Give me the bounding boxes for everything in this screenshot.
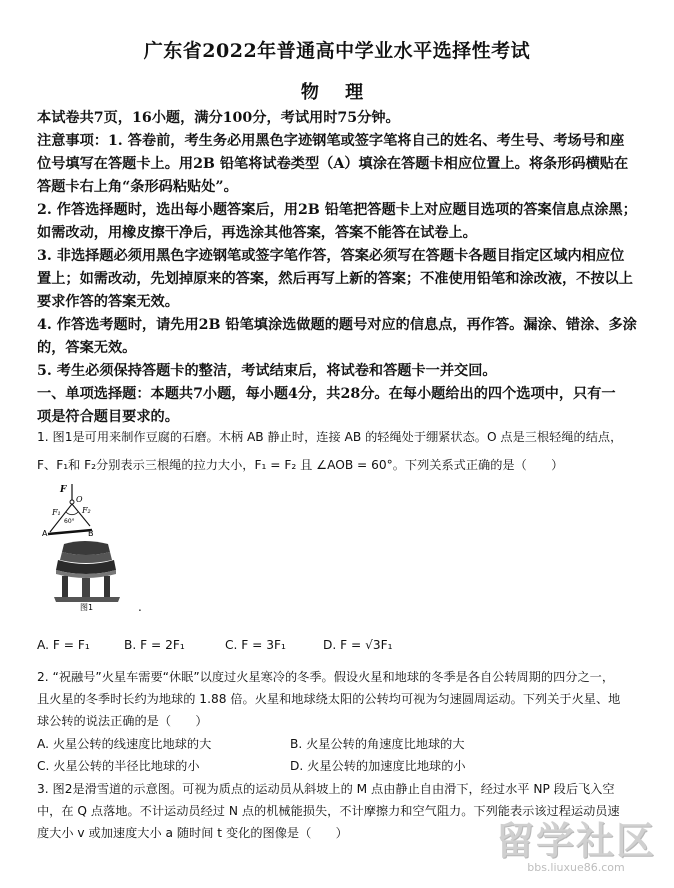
question-3-text: 度大小 v 或加速度大小 a 随时间 t 变化的图像是（ ） (37, 826, 348, 840)
figure-1-stone-mill (42, 482, 134, 612)
q1-option-a: A. F = F₁ (37, 638, 90, 652)
q2-option-b: B. 火星公转的角速度比地球的大 (290, 737, 465, 751)
question-2-text: 2. “祝融号”火星车需要“休眠”以度过火星寒冷的冬季。假设火星和地球的冬季是各自公转周期的四分之一， (37, 670, 615, 684)
instruction-line: 的，答案无效。 (37, 340, 137, 356)
instruction-line: 如需改动，用橡皮擦干净后，再选涂其他答案，答案不能答在试卷上。 (37, 225, 477, 241)
watermark-url: bbs.liuxue86.com (527, 861, 625, 874)
question-3-text: 3. 图2是滑雪道的示意图。可视为质点的运动员从斜坡上的 M 点由静止自由滑下，经过水平 NP 段后飞入空 (37, 782, 615, 796)
q1-option-d: D. F = √3F₁ (323, 638, 393, 652)
q1-option-b: B. F = 2F₁ (124, 638, 185, 652)
q2-option-c: C. 火星公转的半径比地球的小 (37, 759, 200, 773)
q2-option-a: A. 火星公转的线速度比地球的大 (37, 737, 212, 751)
figure-1-caption: 图1 (80, 603, 94, 612)
instruction-line: 本试卷共7页，16小题，满分100分，考试用时75分钟。 (37, 110, 400, 126)
exam-title: 广东省2022年普通高中学业水平选择性考试 (143, 40, 531, 62)
fig-label-F: F (60, 485, 67, 495)
watermark-brand: 留学社区 (495, 819, 656, 863)
instruction-line: 位号填写在答题卡上。用2B 铅笔将试卷类型（A）填涂在答题卡相应位置上。将条形码横贴在 (37, 156, 629, 172)
section-heading: 项是符合题目要求的。 (37, 409, 179, 425)
subject-heading: 物 理 (300, 82, 374, 103)
fig-label-O: O (76, 495, 83, 504)
instruction-line: 2. 作答选择题时，选出每小题答案后，用2B 铅笔把答题卡上对应题目选项的答案信息点涂黑； (37, 202, 637, 218)
question-1-text: 1. 图1是可用来制作豆腐的石磨。木柄 AB 静止时，连接 AB 的轻绳处于绷紧状态。O 点是三根轻绳的结点， (37, 430, 623, 444)
fig-label-B: B (88, 529, 94, 538)
instruction-line: 3. 非选择题必须用黑色字迹钢笔或签字笔作答，答案必须写在答题卡各题目指定区域内相应位 (37, 248, 625, 264)
fig-label-F2: F₂ (82, 506, 91, 515)
section-heading: 一、单项选择题：本题共7小题，每小题4分，共28分。在每小题给出的四个选项中，只有一 (37, 386, 616, 402)
trailing-period: . (138, 600, 142, 614)
fig-label-F1: F₁ (52, 508, 61, 517)
question-1-text: F、F₁和 F₂分别表示三根绳的拉力大小，F₁ = F₂ 且 ∠AOB = 60°。下列关系式正确的是（ ） (37, 458, 564, 472)
instruction-line: 答题卡右上角“条形码粘贴处”。 (37, 179, 238, 195)
instruction-line: 5. 考生必须保持答题卡的整洁，考试结束后，将试卷和答题卡一并交回。 (37, 363, 497, 379)
fig-label-A: A (42, 529, 48, 538)
question-2-text: 球公转的说法正确的是（ ） (37, 714, 208, 728)
instruction-line: 注意事项：1. 答卷前，考生务必用黑色字迹钢笔或签字笔将自己的姓名、考生号、考场号和座 (37, 133, 625, 149)
question-3-text: 中，在 Q 点落地。不计运动员经过 N 点的机械能损失，不计摩擦力和空气阻力。下列能表示该过程运动员速 (37, 804, 620, 818)
instruction-line: 4. 作答选考题时，请先用2B 铅笔填涂选做题的题号对应的信息点，再作答。漏涂、错涂、多涂 (37, 317, 637, 333)
instruction-line: 置上；如需改动，先划掉原来的答案，然后再写上新的答案；不准使用铅笔和涂改液，不按以上 (37, 271, 633, 287)
q2-option-d: D. 火星公转的加速度比地球的小 (290, 759, 466, 773)
question-2-text: 且火星的冬季时长约为地球的 1.88 倍。火星和地球绕太阳的公转均可视为匀速圆周运动。下列关于火星、地 (37, 692, 621, 706)
site-watermark (496, 810, 656, 874)
instruction-line: 要求作答的答案无效。 (37, 294, 179, 310)
fig-label-angle: 60° (64, 518, 75, 525)
q1-option-c: C. F = 3F₁ (225, 638, 286, 652)
